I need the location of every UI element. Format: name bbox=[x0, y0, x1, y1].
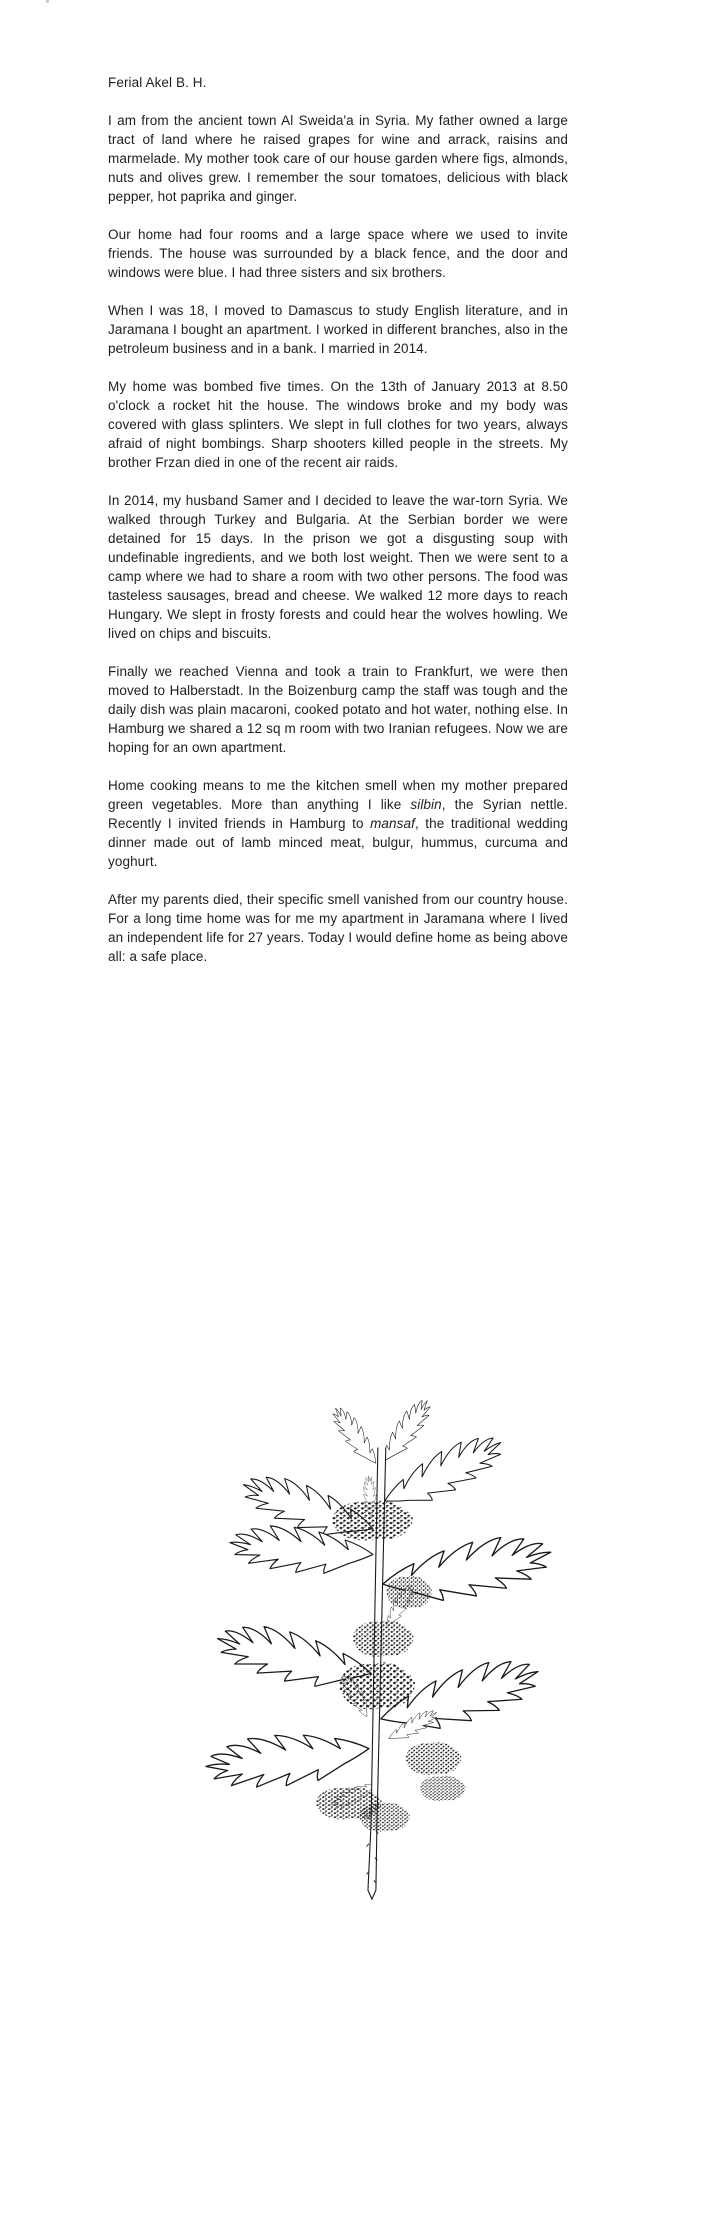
paragraph bbox=[108, 491, 568, 643]
text-segment: In 2014, my husband Samer and I decided to leave the war-torn Syria. We walked through Turkey and Bulgaria. At the Serbian border we were detained for 15 days. In the prison we got a disgusting soup with undefinable ingredients, and we both lost weight. Then we were sent to a camp where we had to share a room with two other persons. The food was tasteless sausages, bread and cheese. We walked 12 more days to reach Hungary. We slept in frosty forests and could hear the wolves howling. We lived on chips and biscuits. bbox=[108, 493, 568, 641]
paragraph bbox=[108, 662, 568, 757]
text-segment: I am from the ancient town Al Sweida'a in Syria. My father owned a large tract of land where he raised grapes for wine and arrack, raisins and marmelade. My mother took care of our house garden where figs, almonds, nuts and olives grew. I remember the sour tomatoes, delicious with black pepper, hot paprika and ginger. bbox=[108, 113, 568, 204]
nettle-illustration bbox=[175, 1390, 555, 1915]
text-segment: , the traditional wedding dinner made out of lamb minced meat, bulgur, hummus, curcuma and yoghurt. bbox=[108, 816, 568, 869]
scan-speck bbox=[46, 0, 49, 3]
author-name: Ferial Akel B. H. bbox=[108, 75, 207, 90]
text-segment: After my parents died, their specific smell vanished from our country house. For a long time home was for me my apartment in Jaramana where I lived an independent life for 27 years. Today I would define home as being above all: a safe place. bbox=[108, 892, 568, 964]
story-text bbox=[108, 111, 568, 966]
text-segment: When I was 18, I moved to Damascus to study English literature, and in Jaramana I bought an apartment. I worked in different branches, also in the petroleum business and in a bank. I married in 2014. bbox=[108, 303, 568, 356]
paragraph bbox=[108, 301, 568, 358]
paragraph bbox=[108, 377, 568, 472]
text-segment: , the Syrian nettle. Recently I invited friends in Hamburg to bbox=[108, 797, 569, 831]
text-segment: Finally we reached Vienna and took a train to Frankfurt, we were then moved to Halberstadt. In the Boizenburg camp the staff was tough and the daily dish was plain macaroni, cooked potato and hot water, nothing else. In Hamburg we shared a 12 sq m room with two Iranian refugees. Now we are hoping for an own apartment. bbox=[108, 664, 568, 755]
text-segment: mansaf bbox=[370, 816, 415, 831]
story-text-column bbox=[108, 73, 568, 985]
text-segment: Our home had four rooms and a large space where we used to invite friends. The house was surrounded by a black fence, and the door and windows were blue. I had three sisters and six brothers. bbox=[108, 227, 568, 280]
text-segment: Home cooking means to me the kitchen smell when my mother prepared green vegetables. More than anything I like bbox=[108, 778, 568, 812]
paragraph bbox=[108, 890, 568, 966]
text-segment: silbin bbox=[410, 797, 442, 812]
paragraph bbox=[108, 776, 568, 871]
paragraph bbox=[108, 111, 568, 206]
paragraph bbox=[108, 225, 568, 282]
text-segment: My home was bombed five times. On the 13th of January 2013 at 8.50 o'clock a rocket hit the house. The windows broke and my body was covered with glass splinters. We slept in full clothes for two years, always afraid of night bombings. Sharp shooters killed people in the streets. My brother Frzan died in one of the recent air raids. bbox=[108, 379, 568, 470]
nettle-plant-drawing bbox=[175, 1390, 555, 1915]
